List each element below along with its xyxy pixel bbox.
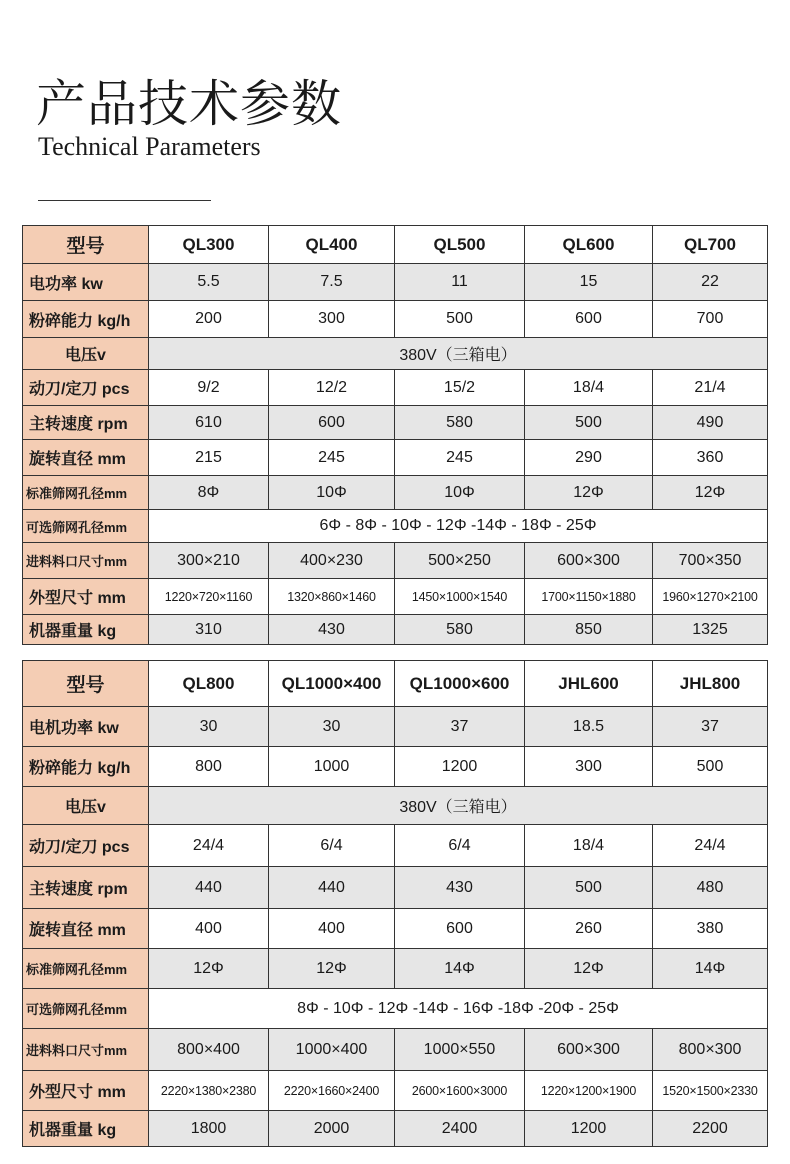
row-label: 标准筛网孔径mm — [23, 949, 149, 989]
value-cell: 1520×1500×2330 — [653, 1071, 768, 1111]
spec-table-1 — [22, 225, 768, 645]
value-cell: 2220×1660×2400 — [269, 1071, 395, 1111]
value-cell: 11 — [395, 264, 525, 301]
value-cell: 2200 — [653, 1111, 768, 1147]
table-row-inlet — [23, 543, 768, 579]
table-row-capacity — [23, 747, 768, 787]
table-row-model — [23, 226, 768, 264]
value-cell: 6Φ - 8Φ - 10Φ - 12Φ -14Φ - 18Φ - 25Φ — [149, 510, 768, 543]
value-cell: 2000 — [269, 1111, 395, 1147]
value-cell: 12Φ — [525, 949, 653, 989]
table-row-weight — [23, 1111, 768, 1147]
value-cell: 300 — [525, 747, 653, 787]
value-cell: 310 — [149, 615, 269, 645]
value-cell: 245 — [269, 440, 395, 476]
value-cell: 600 — [395, 909, 525, 949]
table-row-diameter — [23, 909, 768, 949]
row-label: 电功率 kw — [23, 264, 149, 301]
spec-table-2 — [22, 660, 768, 1147]
value-cell: 1450×1000×1540 — [395, 579, 525, 615]
row-label: 电压v — [23, 338, 149, 370]
value-cell: 400 — [149, 909, 269, 949]
value-cell: 380V（三箱电） — [149, 338, 768, 370]
value-cell: 580 — [395, 406, 525, 440]
value-cell: 1700×1150×1880 — [525, 579, 653, 615]
value-cell: 5.5 — [149, 264, 269, 301]
value-cell: 440 — [269, 867, 395, 909]
value-cell: 10Φ — [269, 476, 395, 510]
value-cell: 610 — [149, 406, 269, 440]
row-label: 粉碎能力 kg/h — [23, 747, 149, 787]
value-cell: 850 — [525, 615, 653, 645]
value-cell: 6/4 — [395, 825, 525, 867]
value-cell: 245 — [395, 440, 525, 476]
value-cell: 2600×1600×3000 — [395, 1071, 525, 1111]
value-cell: 30 — [149, 707, 269, 747]
row-label: 外型尺寸 mm — [23, 579, 149, 615]
value-cell: 360 — [653, 440, 768, 476]
value-cell: 440 — [149, 867, 269, 909]
value-cell: 6/4 — [269, 825, 395, 867]
table-row-speed — [23, 867, 768, 909]
table-row-dimensions — [23, 579, 768, 615]
value-cell: 1200 — [525, 1111, 653, 1147]
model-cell: QL400 — [269, 226, 395, 264]
row-label: 粉碎能力 kg/h — [23, 301, 149, 338]
table-row-blades — [23, 825, 768, 867]
table-row-std-screen — [23, 476, 768, 510]
row-label: 可选筛网孔径mm — [23, 510, 149, 543]
page-title: 产品技术参数 — [36, 75, 342, 133]
row-label: 旋转直径 mm — [23, 440, 149, 476]
value-cell: 490 — [653, 406, 768, 440]
value-cell: 1220×720×1160 — [149, 579, 269, 615]
value-cell: 10Φ — [395, 476, 525, 510]
value-cell: 15 — [525, 264, 653, 301]
value-cell: 1000×400 — [269, 1029, 395, 1071]
value-cell: 215 — [149, 440, 269, 476]
value-cell: 12Φ — [149, 949, 269, 989]
value-cell: 300 — [269, 301, 395, 338]
value-cell: 430 — [269, 615, 395, 645]
value-cell: 14Φ — [653, 949, 768, 989]
row-label: 进料料口尺寸mm — [23, 1029, 149, 1071]
value-cell: 260 — [525, 909, 653, 949]
value-cell: 500×250 — [395, 543, 525, 579]
value-cell: 400 — [269, 909, 395, 949]
table-row-std-screen — [23, 949, 768, 989]
row-label: 主转速度 rpm — [23, 867, 149, 909]
value-cell: 200 — [149, 301, 269, 338]
value-cell: 22 — [653, 264, 768, 301]
model-cell: JHL600 — [525, 661, 653, 707]
row-label: 主转速度 rpm — [23, 406, 149, 440]
value-cell: 12/2 — [269, 370, 395, 406]
table-row-speed — [23, 406, 768, 440]
value-cell: 380V（三箱电） — [149, 787, 768, 825]
page-subtitle: Technical Parameters — [38, 132, 261, 161]
row-label: 机器重量 kg — [23, 615, 149, 645]
value-cell: 7.5 — [269, 264, 395, 301]
value-cell: 24/4 — [149, 825, 269, 867]
title-divider — [38, 200, 211, 201]
table-row-model — [23, 661, 768, 707]
value-cell: 380 — [653, 909, 768, 949]
table-row-weight — [23, 615, 768, 645]
table-row-capacity — [23, 301, 768, 338]
value-cell: 8Φ - 10Φ - 12Φ -14Φ - 16Φ -18Φ -20Φ - 25Φ — [149, 989, 768, 1029]
row-label: 可选筛网孔径mm — [23, 989, 149, 1029]
value-cell: 1000 — [269, 747, 395, 787]
value-cell: 500 — [653, 747, 768, 787]
value-cell: 18/4 — [525, 825, 653, 867]
value-cell: 18.5 — [525, 707, 653, 747]
value-cell: 12Φ — [653, 476, 768, 510]
value-cell: 600 — [525, 301, 653, 338]
model-cell: JHL800 — [653, 661, 768, 707]
row-label: 旋转直径 mm — [23, 909, 149, 949]
row-label: 电机功率 kw — [23, 707, 149, 747]
value-cell: 800×400 — [149, 1029, 269, 1071]
table-row-inlet — [23, 1029, 768, 1071]
value-cell: 600 — [269, 406, 395, 440]
model-cell: QL800 — [149, 661, 269, 707]
row-label: 动刀/定刀 pcs — [23, 370, 149, 406]
value-cell: 500 — [525, 406, 653, 440]
value-cell: 2220×1380×2380 — [149, 1071, 269, 1111]
value-cell: 600×300 — [525, 543, 653, 579]
value-cell: 12Φ — [525, 476, 653, 510]
value-cell: 600×300 — [525, 1029, 653, 1071]
row-label: 外型尺寸 mm — [23, 1071, 149, 1111]
row-label: 标准筛网孔径mm — [23, 476, 149, 510]
value-cell: 1220×1200×1900 — [525, 1071, 653, 1111]
value-cell: 21/4 — [653, 370, 768, 406]
value-cell: 1800 — [149, 1111, 269, 1147]
value-cell: 9/2 — [149, 370, 269, 406]
table-row-voltage — [23, 338, 768, 370]
value-cell: 480 — [653, 867, 768, 909]
value-cell: 37 — [395, 707, 525, 747]
value-cell: 1200 — [395, 747, 525, 787]
row-label: 进料料口尺寸mm — [23, 543, 149, 579]
value-cell: 800×300 — [653, 1029, 768, 1071]
value-cell: 290 — [525, 440, 653, 476]
table-row-power — [23, 707, 768, 747]
value-cell: 580 — [395, 615, 525, 645]
table-row-opt-screen — [23, 510, 768, 543]
model-cell: QL500 — [395, 226, 525, 264]
table-row-dimensions — [23, 1071, 768, 1111]
value-cell: 430 — [395, 867, 525, 909]
value-cell: 37 — [653, 707, 768, 747]
value-cell: 1960×1270×2100 — [653, 579, 768, 615]
model-label: 型号 — [23, 661, 149, 707]
value-cell: 400×230 — [269, 543, 395, 579]
value-cell: 15/2 — [395, 370, 525, 406]
value-cell: 300×210 — [149, 543, 269, 579]
row-label: 机器重量 kg — [23, 1111, 149, 1147]
model-cell: QL1000×400 — [269, 661, 395, 707]
value-cell: 1320×860×1460 — [269, 579, 395, 615]
table-row-power — [23, 264, 768, 301]
value-cell: 2400 — [395, 1111, 525, 1147]
value-cell: 30 — [269, 707, 395, 747]
model-label: 型号 — [23, 226, 149, 264]
model-cell: QL600 — [525, 226, 653, 264]
table-row-voltage — [23, 787, 768, 825]
value-cell: 700 — [653, 301, 768, 338]
model-cell: QL1000×600 — [395, 661, 525, 707]
model-cell: QL300 — [149, 226, 269, 264]
value-cell: 1000×550 — [395, 1029, 525, 1071]
value-cell: 1325 — [653, 615, 768, 645]
value-cell: 24/4 — [653, 825, 768, 867]
table-row-blades — [23, 370, 768, 406]
model-cell: QL700 — [653, 226, 768, 264]
row-label: 动刀/定刀 pcs — [23, 825, 149, 867]
value-cell: 700×350 — [653, 543, 768, 579]
value-cell: 8Φ — [149, 476, 269, 510]
value-cell: 500 — [525, 867, 653, 909]
table-row-opt-screen — [23, 989, 768, 1029]
value-cell: 500 — [395, 301, 525, 338]
value-cell: 18/4 — [525, 370, 653, 406]
row-label: 电压v — [23, 787, 149, 825]
table-row-diameter — [23, 440, 768, 476]
value-cell: 12Φ — [269, 949, 395, 989]
value-cell: 14Φ — [395, 949, 525, 989]
value-cell: 800 — [149, 747, 269, 787]
